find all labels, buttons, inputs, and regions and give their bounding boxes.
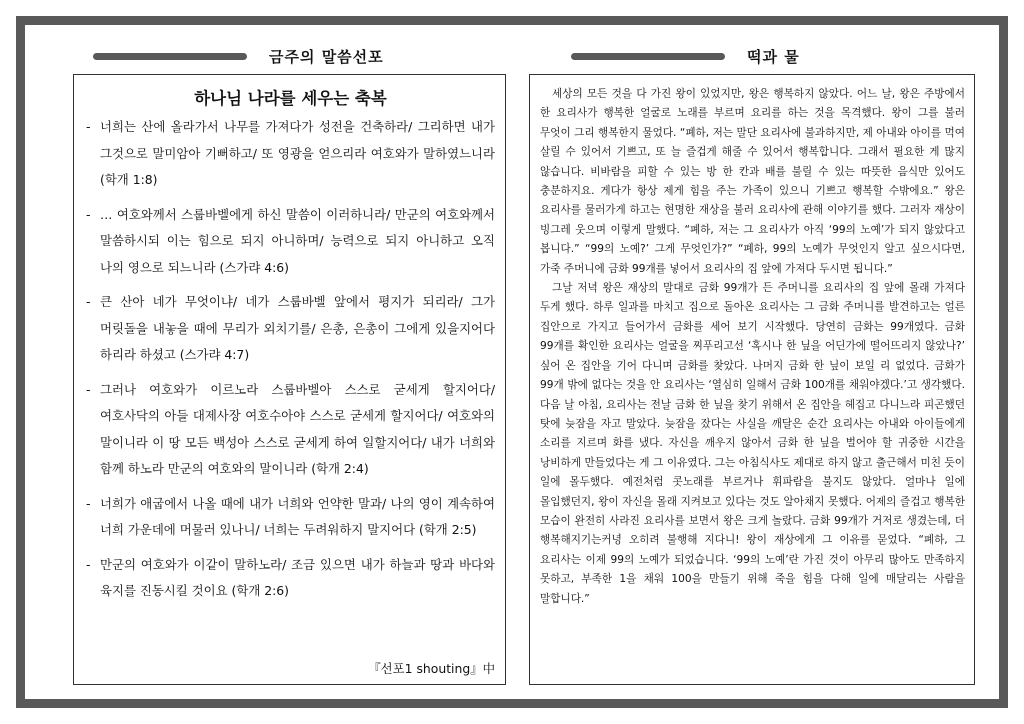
- verse-item: [86, 552, 495, 605]
- verse-text: 너희는 산에 올라가서 나무를 가져다가 성전을 건축하라/ 그리하면 내가 그것으로 말미암아 기뻐하고/ 또 영광을 얻으리라 여호와가 말하였느니라 (학개 1:8): [100, 119, 495, 187]
- verse-item: [86, 114, 495, 194]
- verse-item: [86, 491, 495, 544]
- story-paragraph: 그날 저녁 왕은 재상의 말대로 금화 99개가 든 주머니를 요리사의 집 앞에 몰래 가져다 두게 했다. 하루 일과를 마치고 집으로 돌아온 요리사는 그 금화 주머니를 발견하고는 얼른 집안으로 가지고 들어가서 금화를 세어 보기 시작했다. 당연히 금화는 99개였다. 금화 99개를 확인한 요리사는 얼굴을 찌푸리고선 ‘혹시나 한 닢을 어딘가에 떨어뜨리지 않았나?’ 싶어 온 집안을 기어 다니며 금화를 찾았다. 나머지 금화 한 닢이 보일 리 없었다. 금화가 99개 밖에 없다는 것을 안 요리사는 ‘열심히 일해서 금화 100개를 채워야겠다.’고 생각했다. 다음 날 아침, 요리사는 전날 금화 한 닢을 찾기 위해서 온 집안을 헤집고 다니느라 피곤했던 탓에 늦잠을 자고 말았다. 늦잠을 잤다는 사실을 깨달은 순간 요리사는 아내와 아이들에게 소리를 지르며 화를 냈다. 자신을 깨우지 않아서 금화 한 닢을 벌어야 할 귀중한 시간을 낭비하게 만들었다는 게 그 이유였다. 그는 아침식사도 제대로 하지 않고 출근해서 미친 듯이 일에 몰두했다. 예전처럼 콧노래를 부르거나 휘파람을 불지도 않았다. 얼마나 일에 몰입했던지, 왕이 자신을 몰래 지켜보고 있다는 것도 알아채지 못했다. 어제의 즐겁고 행복한 모습이 완전히 사라진 요리사를 보면서 왕은 크게 놀랐다. 금화 99개가 거저로 생겼는데, 더 행복해지기는커녕 오히려 불행해 지다니! 왕이 재상에게 그 이유를 묻었다. “폐하, 그 요리사는 이제 99의 노예가 되었습니다. ‘99의 노예’란 가진 것이 아무리 많아도 만족하지 못하고, 부족한 1을 채워 100을 만들기 위해 죽을 힘을 다해 일에 매달리는 사람을 말합니다.”: [540, 282, 965, 605]
- left-header-title: 금주의 말씀선포: [269, 47, 384, 66]
- verse-dash: -: [86, 119, 91, 134]
- verse-item: [86, 202, 495, 282]
- sermon-title: 하나님 나라를 세우는 축복: [194, 89, 387, 108]
- sermon-source: 『선포1 shouting』中: [368, 661, 495, 676]
- verse-text: 만군의 여호와가 이같이 말하노라/ 조금 있으면 내가 하늘과 땅과 바다와 육지를 진동시킬 것이요 (학개 2:6): [100, 556, 495, 598]
- verse-text: 큰 산아 네가 무엇이냐/ 네가 스룹바벨 앞에서 평지가 되리라/ 그가 머릿돌을 내놓을 때에 무리가 외치기를/ 은총, 은총이 그에게 있을지어다 하리라 하셨고 (스가랴 4:7): [100, 294, 495, 362]
- verse-item: [86, 289, 495, 369]
- story-paragraph: 세상의 모든 것을 다 가진 왕이 있었지만, 왕은 행복하지 않았다. 어느 날, 왕은 주방에서 한 요리사가 행복한 얼굴로 노래를 부르며 요리를 하는 것을 목격했다. 왕이 그를 불러 무엇이 그리 행복한지 물었다. “폐하, 저는 말단 요리사에 불과하지만, 제 아내와 아이를 먹여 살릴 수 있어서 기쁘고, 또 늘 즐겁게 해줄 수 있어서 행복합니다. 그래서 필요한 게 많지 않습니다. 비바람을 피할 수 있는 방 한 칸과 배를 불릴 수 있는 따뜻한 음식만 있어도 충분하지요. 게다가 항상 제게 힘을 주는 가족이 있으니 기쁘고 행복할 수밖에요.” 왕은 요리사를 물러가게 하고는 현명한 재상을 불러 요리사에 관해 이야기를 했다. 그러자 재상이 빙그레 웃으며 이렇게 말했다. “폐하, 저는 그 요리사가 아직 ‘99의 노예’가 되지 않았다고 봅니다.” “99의 노예?’ 그게 무엇인가?” “폐하, 99의 노예가 무엇인지 알고 싶으시다면, 가죽 주머니에 금화 99개를 넣어서 요리사의 집 앞에 가져다 두시면 됩니다.”: [540, 88, 965, 275]
- verse-text: 너희가 애굽에서 나올 때에 내가 너희와 언약한 말과/ 나의 영이 계속하여 너희 가운데에 머물러 있나니/ 너희는 두려워하지 말지어다 (학개 2:5): [100, 495, 495, 537]
- verse-dash: -: [86, 556, 91, 572]
- right-header-title: 떡과 물: [747, 47, 800, 66]
- story-box: [529, 74, 975, 685]
- verse-dash: -: [86, 206, 91, 222]
- verse-item: [86, 377, 495, 483]
- left-column-header: [93, 45, 384, 67]
- verse-text: 그러나 여호와가 이르노라 스룹바벨아 스스로 굳세게 할지어다/ 여호사닥의 아들 대제사장 여호수아야 스스로 굳세게 할지어다/ 여호와의 말이니라 이 땅 모든 백성아 스스로 굳세게 하여 일할지어다/ 내가 너희와 함께 하노라 만군의 여호와의 말이니라 (학개 2:4): [100, 381, 495, 476]
- verse-dash: -: [86, 294, 91, 309]
- right-header-bar: [571, 53, 725, 60]
- verse-text: … 여호와께서 스룹바벨에게 하신 말씀이 이러하니라/ 만군의 여호와께서 말씀하시되 이는 힘으로 되지 아니하며/ 능력으로 되지 아니하고 오직 나의 영으로 되느니라 (스가랴 4:6): [100, 206, 495, 275]
- sermon-box: [73, 74, 506, 685]
- left-header-bar: [93, 53, 247, 60]
- right-column-header: [571, 45, 800, 67]
- verse-dash: -: [86, 381, 91, 397]
- verse-dash: -: [86, 495, 91, 511]
- verse-list: [86, 114, 495, 605]
- page-frame: [16, 16, 1008, 708]
